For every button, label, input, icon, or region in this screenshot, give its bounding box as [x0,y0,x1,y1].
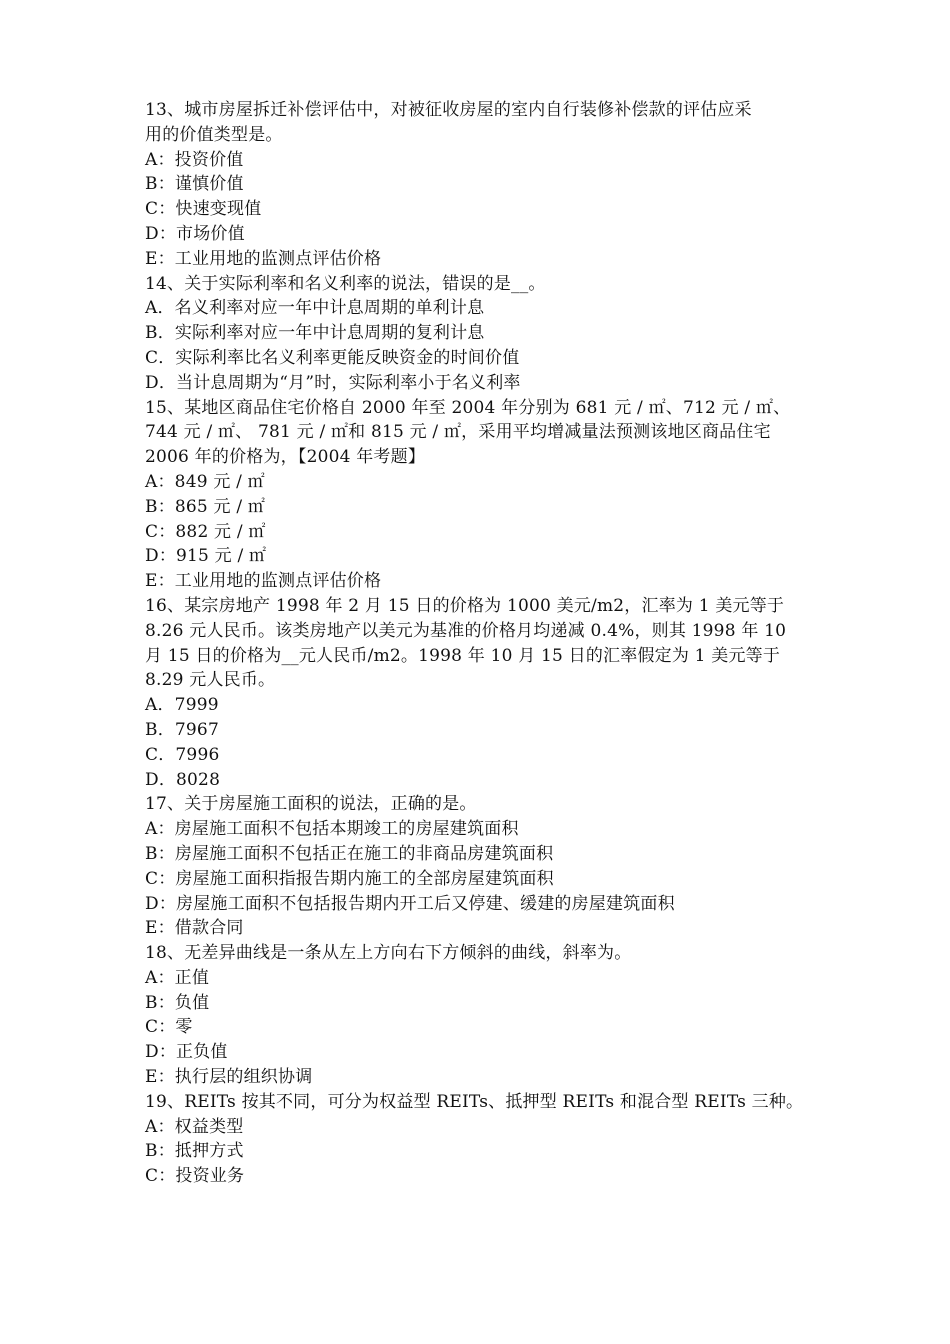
question-18 [145,941,813,1090]
option-b: B：房屋施工面积不包括正在施工的非商品房建筑面积 [145,843,554,864]
question-16 [145,594,813,792]
option-b: B：865 元 / ㎡ [145,496,266,517]
question-19 [145,1090,813,1189]
question-text: 8.29 元人民币。 [145,670,276,691]
question-text: 13、城市房屋拆迁补偿评估中，对被征收房屋的室内自行装修补偿款的评估应采 [145,100,752,120]
question-14 [145,272,813,396]
option-a: A：投资价值 [145,149,244,170]
question-text: 17、关于房屋施工面积的说法，正确的是。 [145,794,477,815]
question-text: 月 15 日的价格为__元人民币/m2。1998 年 10 月 15 日的汇率假定为 1 美元等于 [145,645,781,666]
option-d: D：正负值 [145,1042,228,1063]
option-c: C：零 [145,1017,193,1038]
option-b: B：谨慎价值 [145,174,244,195]
question-text: 8.26 元人民币。该类房地产以美元为基准的价格月均递减 0.4%，则其 1998 年 10 [145,620,787,641]
option-d: D：市场价值 [145,223,245,244]
option-b: B．7967 [145,719,219,740]
question-text: 15、某地区商品住宅价格自 2000 年至 2004 年分别为 681 元 / ㎡、712 元 / ㎡、 [145,397,791,418]
option-d: D：房屋施工面积不包括报告期内开工后又停建、缓建的房屋建筑面积 [145,893,675,914]
option-a: A：正值 [145,967,210,988]
option-a: A．7999 [145,695,219,716]
option-c: C：房屋施工面积指报告期内施工的全部房屋建筑面积 [145,868,554,889]
option-c: C．7996 [145,744,220,765]
option-c: C：快速变现值 [145,199,262,220]
option-c: C：投资业务 [145,1166,245,1187]
option-a: A．名义利率对应一年中计息周期的单利计息 [145,298,485,319]
option-b: B：抵押方式 [145,1141,244,1162]
option-a: A：权益类型 [145,1116,244,1137]
question-text: 19、REITs 按其不同，可分为权益型 REITs、抵押型 REITs 和混合型 REITs 三种。 [145,1091,804,1112]
option-e: E：执行层的组织协调 [145,1067,313,1088]
question-text: 14、关于实际利率和名义利率的说法，错误的是__。 [145,273,546,294]
question-text: 18、无差异曲线是一条从左上方向右下方倾斜的曲线，斜率为。 [145,943,632,964]
option-c: C．实际利率比名义利率更能反映资金的时间价值 [145,347,520,368]
option-a: A：849 元 / ㎡ [145,471,265,492]
document-page [145,98,813,1189]
question-text: 744 元 / ㎡、 781 元 / ㎡和 815 元 / ㎡，采用平均增减量法预测该地区商品住宅 [145,422,771,443]
option-d: D：915 元 / ㎡ [145,546,267,567]
option-a: A：房屋施工面积不包括本期竣工的房屋建筑面积 [145,819,519,840]
option-d: D．8028 [145,769,221,790]
question-text: 2006 年的价格为，【2004 年考题】 [145,447,426,468]
option-d: D．当计息周期为“月”时，实际利率小于名义利率 [145,372,521,393]
option-e: E：工业用地的监测点评估价格 [145,571,382,592]
question-17 [145,792,813,941]
question-text: 16、某宗房地产 1998 年 2 月 15 日的价格为 1000 美元/m2，汇率为 1 美元等于 [145,595,785,616]
option-b: B：负值 [145,992,210,1013]
option-c: C：882 元 / ㎡ [145,521,266,542]
option-b: B．实际利率对应一年中计息周期的复利计息 [145,323,485,344]
option-e: E：工业用地的监测点评估价格 [145,248,382,269]
question-13 [145,98,813,272]
question-15 [145,396,813,594]
question-text: 用的价值类型是。 [145,124,283,145]
option-e: E：借款合同 [145,918,244,939]
